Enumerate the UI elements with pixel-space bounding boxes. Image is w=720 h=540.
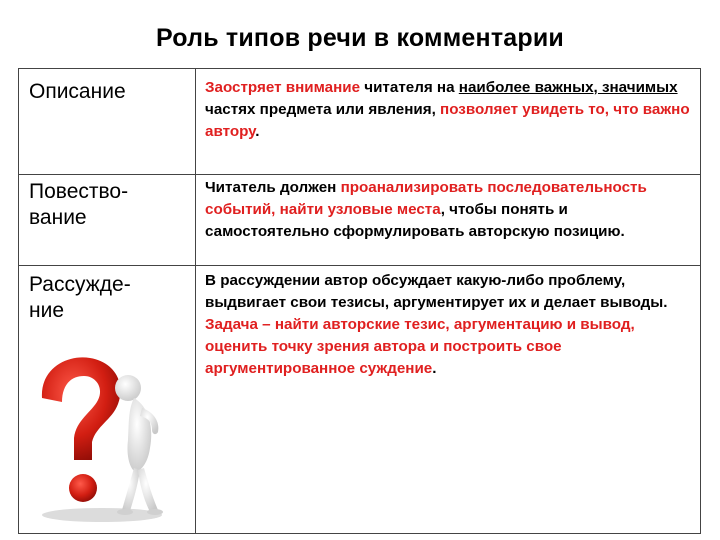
- row-divider: [19, 174, 700, 175]
- shadow: [42, 508, 162, 522]
- desc-text: наиболее важных, значимых: [458, 79, 678, 96]
- question-dot: [69, 474, 97, 502]
- term-line: Повество-: [29, 180, 129, 203]
- term-line: Рассужде-: [29, 273, 131, 296]
- term-narration: [29, 179, 128, 231]
- highlight-text: проанализировать последовательность событий, найти узловые места: [205, 179, 647, 218]
- row-divider: [19, 265, 700, 266]
- term-line: ние: [29, 299, 65, 322]
- white-figure: [115, 375, 163, 515]
- question-mark-figure-icon: [30, 350, 170, 525]
- desc-narration: [205, 177, 691, 243]
- highlight-text: позволяет увидеть то, что важно автору: [205, 101, 690, 140]
- desc-description: [205, 77, 691, 143]
- desc-text: .: [432, 360, 437, 377]
- term-description: [29, 79, 126, 105]
- term-line: вание: [29, 206, 87, 229]
- desc-text: , чтобы понять и самостоятельно сформулировать авторскую позицию.: [205, 201, 625, 240]
- column-divider: [195, 69, 196, 533]
- page-title: Роль типов речи в комментарии: [156, 24, 564, 52]
- highlight-text: Заостряет внимание: [205, 79, 361, 96]
- desc-text: В рассуждении автор обсуждает какую-либо проблему, выдвигает свои тезисы, аргументирует их и делает выводы.: [205, 272, 668, 311]
- term-reasoning: [29, 272, 131, 324]
- desc-text: .: [255, 123, 260, 140]
- desc-text: частях предмета или явления,: [205, 101, 441, 118]
- highlight-text: Задача – найти авторские тезис, аргументацию и вывод, оценить точку зрения автора и построить свое аргументированное суждение: [205, 316, 635, 377]
- question-hook: [42, 357, 121, 460]
- desc-text: Читатель должен: [205, 179, 341, 196]
- desc-text: читателя на: [360, 79, 459, 96]
- desc-reasoning: [205, 270, 691, 380]
- term-line: Описание: [29, 80, 126, 103]
